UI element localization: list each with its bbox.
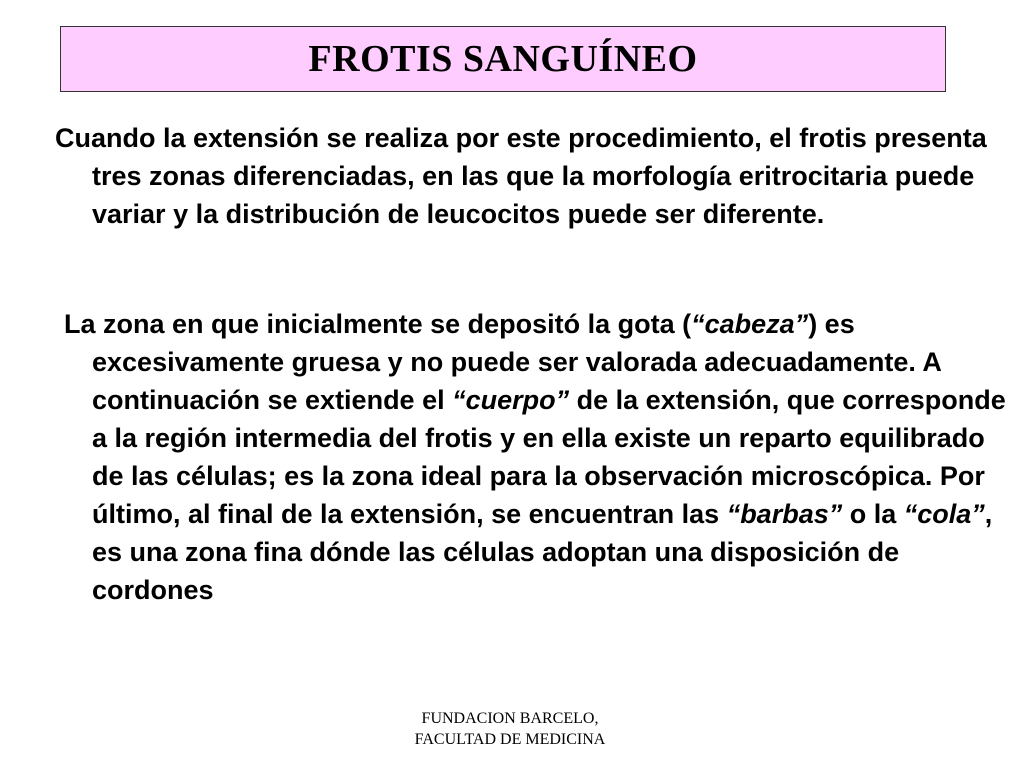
title-box	[60, 26, 946, 92]
paragraph-2-text: o la	[842, 499, 904, 529]
footer-line-1: FUNDACION BARCELO,	[421, 710, 599, 727]
emphasis-cuerpo: “cuerpo”	[452, 385, 570, 415]
paragraph-2-text: La zona en que inicialmente se depositó la gota (	[64, 309, 692, 339]
paragraph-2-text: de la extensión, que corresponde a la región intermedia del frotis y en ella existe un reparto equilibrado de las células; es la zona ideal para la observación microscópica. Por último, al final de la extensión, se encuentran las	[92, 385, 1006, 529]
emphasis-barbas: “barbas”	[726, 499, 843, 529]
footer-line-2: FACULTAD DE MEDICINA	[414, 731, 606, 748]
footer	[360, 708, 660, 750]
paragraph-1: Cuando la extensión se realiza por este procedimiento, el frotis presenta tres zonas diferenciadas, en las que la morfología eritrocitaria puede variar y la distribución de leucocitos puede ser diferente.	[55, 123, 987, 229]
paragraph-2-text: ) es excesivamente gruesa y no puede ser valorada adecuadamente. A continuación se extiende el	[92, 309, 941, 415]
slide-title: FROTIS SANGUÍNEO	[308, 38, 698, 80]
paragraph-2-text: , es una zona fina dónde las células adoptan una disposición de cordones	[92, 499, 993, 605]
paragraph-2	[64, 305, 1012, 609]
emphasis-cola: “cola”	[903, 499, 985, 529]
emphasis-cabeza: “cabeza”	[691, 309, 809, 339]
